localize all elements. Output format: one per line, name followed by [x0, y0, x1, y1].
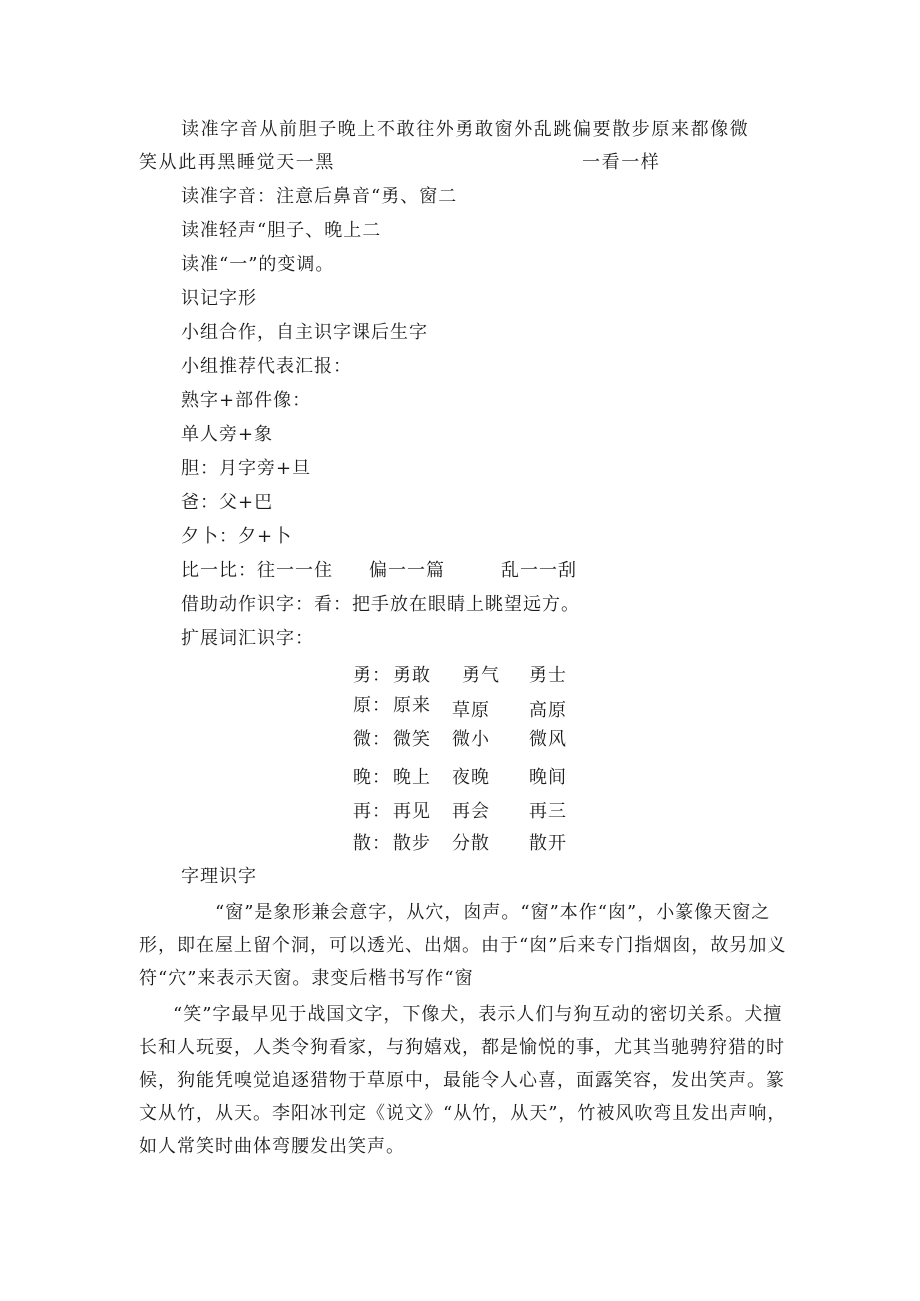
vocab-word: 再会: [452, 801, 490, 822]
vocab-title: 扩展词汇识字：: [181, 628, 314, 649]
vocab-word: 再见: [393, 801, 431, 822]
vocab-head: 再：: [353, 801, 391, 822]
vocab-word: 勇士: [529, 665, 567, 686]
vocab-word: 微小: [452, 729, 490, 750]
vocab-word: 勇气: [462, 665, 500, 686]
vocab-word: 原来: [393, 695, 431, 716]
vocab-head: 原：: [353, 695, 391, 716]
vocab-word: 微风: [529, 729, 567, 750]
vocab-word: 再三: [529, 801, 567, 822]
vocab-word: 高原: [529, 700, 567, 721]
familiar-component-text: 熟字+部件像：: [181, 390, 312, 411]
compare-row: [181, 559, 577, 583]
intro-line-2-left: 笑从此再黑睡觉天一黑: [139, 152, 335, 173]
pronunciation-item-tone-change: 读准“一”的变调。: [181, 254, 335, 275]
vocab-word: 草原: [452, 700, 490, 721]
glyph-section-title: 识记字形: [181, 288, 257, 309]
compare-pair-luan: 乱一一刮: [501, 560, 577, 581]
etymology-xiao-paragraph: “笑”字最早见于战国文字，下像犬，表示人们与狗互动的密切关系。犬擅长和人玩耍，人类令狗看家，与狗嬉戏，都是愉悦的事，尤其当驰骋狩猎的时候，狗能凭嗅觉追逐猎物于草原中，最能令人心喜，面露笑容，发出笑声。篆文从竹，从天。李阳冰刊定《说文》“从竹，从天”，竹被风吹弯且发出声响，如人常笑时曲体弯腰发出笑声。: [139, 1004, 787, 1157]
group-report-text: 小组推荐代表汇报：: [181, 356, 352, 377]
pronunciation-item-nasal: 读准字音：注意后鼻音“勇、窗二: [181, 186, 458, 207]
glyph-ba: 爸：父+巴: [181, 492, 274, 513]
compare-pair-wang: 往一一住: [257, 560, 333, 581]
vocab-head: 晚：: [353, 767, 391, 788]
compare-prefix: 比一比：: [181, 560, 257, 581]
vocab-head: 勇：: [353, 665, 391, 686]
vocab-word: 晚上: [393, 767, 431, 788]
vocab-word: 散步: [393, 833, 431, 854]
glyph-dan: 胆：月字旁+旦: [181, 458, 312, 479]
vocab-word: 夜晚: [452, 767, 490, 788]
group-study-text: 小组合作，自主识字课后生字: [181, 322, 428, 343]
glyph-xiang: 单人旁+象: [181, 424, 274, 445]
intro-line-1: 读准字音从前胆子晚上不敢往外勇敢窗外乱跳偏要散步原来都像微: [181, 119, 750, 140]
vocab-word: 勇敢: [393, 665, 431, 686]
glyph-wai: 夕卜：夕+卜: [181, 526, 293, 547]
vocab-word: 晚间: [529, 767, 567, 788]
intro-line-2-right: 一看一样: [582, 152, 661, 173]
compare-pair-pian: 偏一一篇: [369, 560, 445, 581]
vocab-word: 散开: [529, 833, 567, 854]
vocab-head: 微：: [353, 729, 391, 750]
vocab-word: 微笑: [393, 729, 431, 750]
etymology-chuang-paragraph: “窗”是象形兼会意字，从穴，囱声。“窗”本作“囱”，小篆像天窗之形，即在屋上留个洞，可以透光、出烟。由于“囱”后来专门指烟囱，故另加义符“穴”来表示天窗。隶变后楷书写作“窗: [139, 902, 787, 989]
vocab-head: 散：: [353, 833, 391, 854]
vocab-word: 分散: [452, 833, 490, 854]
etymology-title: 字理识字: [181, 866, 257, 887]
pronunciation-item-neutral-tone: 读准轻声“胆子、晚上二: [181, 220, 382, 241]
action-literacy-text: 借助动作识字：看：把手放在眼睛上眺望远方。: [181, 594, 580, 615]
